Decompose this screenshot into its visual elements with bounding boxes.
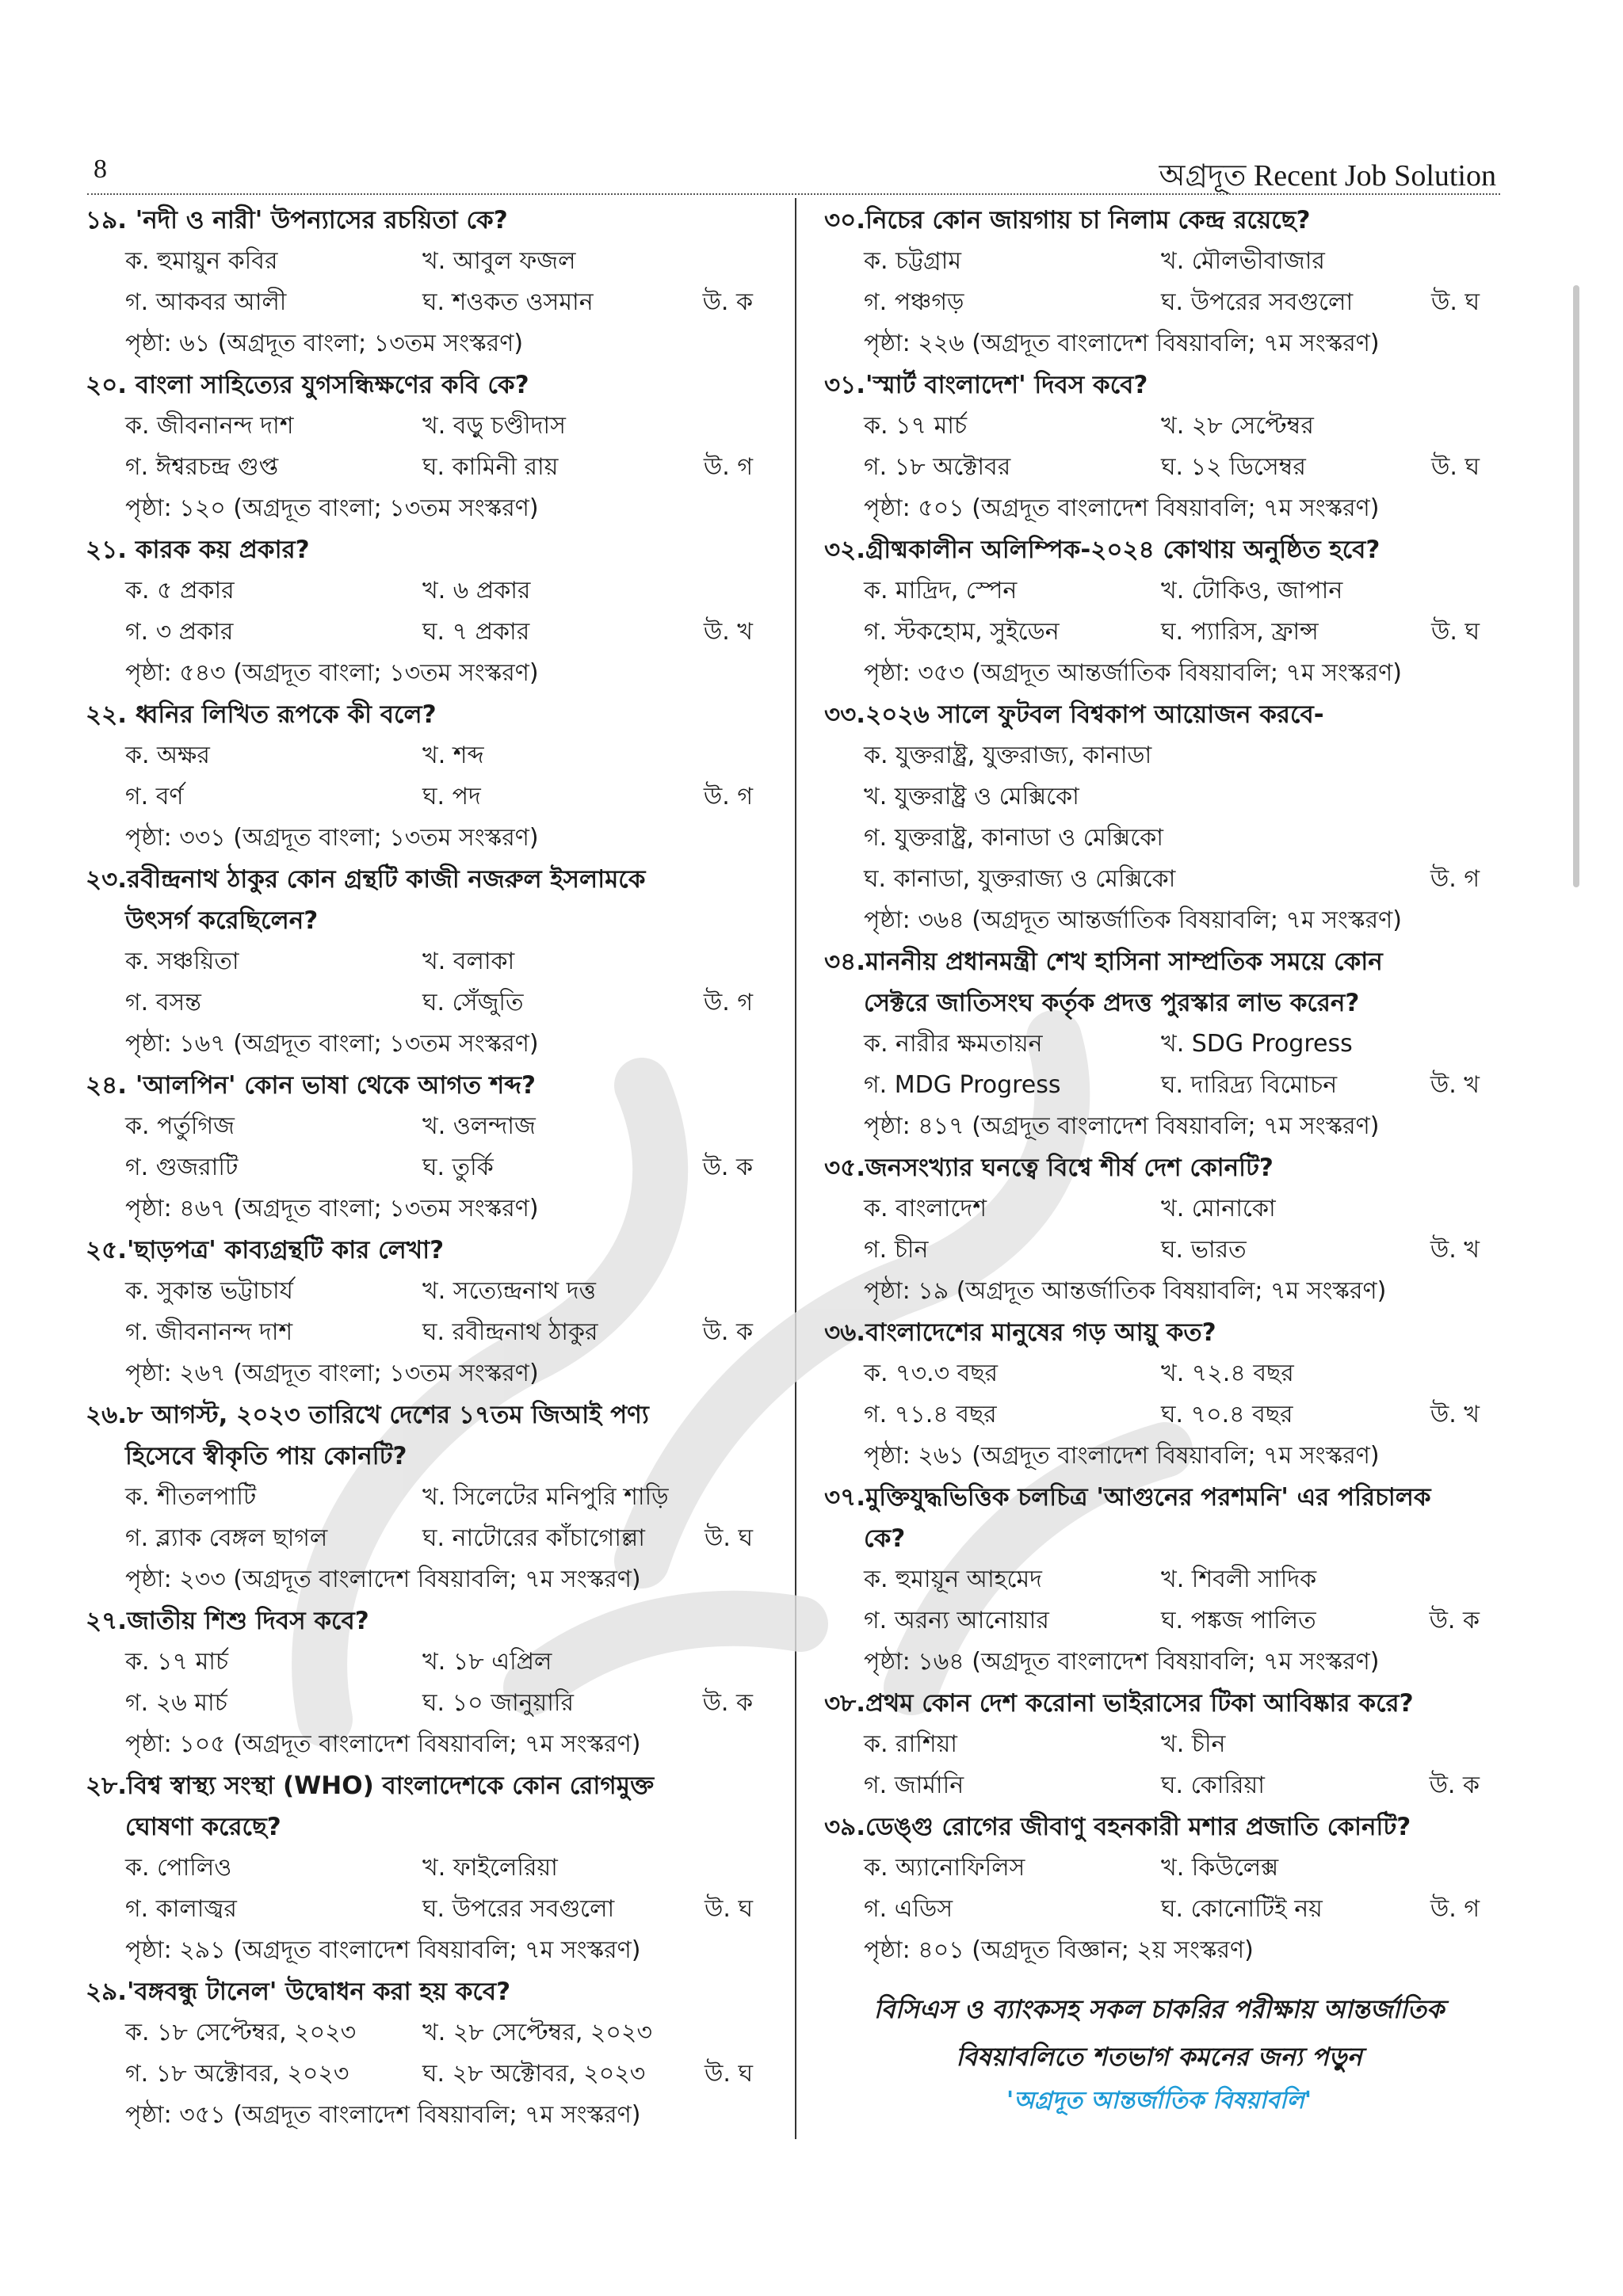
question-title: ৩৯.ডেঙ্গু রোগের জীবাণু বহনকারী মশার প্রজাতি কোনটি?	[824, 1813, 1411, 1841]
page-number: 8	[94, 154, 107, 184]
option: ক. সুকান্ত ভট্টাচার্য	[125, 1277, 293, 1305]
question-block	[86, 1765, 767, 1971]
option-row	[86, 1477, 767, 1518]
answer-key: উ. গ	[1430, 865, 1480, 893]
option: খ. SDG Progress	[1161, 1030, 1353, 1058]
option-row	[86, 735, 767, 776]
option: ঘ. তুর্কি	[422, 1154, 494, 1181]
question-title: ১৯. 'নদী ও নারী' উপন্যাসের রচয়িতা কে?	[86, 206, 508, 235]
option: খ. ১৮ এপ্রিল	[422, 1648, 552, 1676]
header-rule	[87, 193, 1500, 195]
option: গ. ১৮ অক্টোবর	[864, 453, 1011, 481]
option: গ. ১৮ অক্টোবর, ২০২৩	[125, 2060, 349, 2088]
promo-box	[824, 1985, 1494, 2081]
option: গ. চীন	[864, 1236, 929, 1264]
question-block	[824, 200, 1494, 364]
option-row	[86, 1683, 767, 1724]
option-row	[86, 447, 767, 488]
option: গ. স্টকহোম, সুইডেন	[864, 618, 1060, 646]
option: খ. শব্দ	[422, 742, 484, 769]
left-column	[86, 200, 767, 2136]
option: ক. ১৮ সেপ্টেম্বর, ২০২৩	[125, 2019, 357, 2046]
option: গ. MDG Progress	[864, 1071, 1061, 1099]
source-reference: পৃষ্ঠা: ২৬৭ (অগ্রদূত বাংলা; ১৩তম সংস্করণ)	[125, 1360, 539, 1387]
question-title: ৩৫.জনসংখ্যার ঘনত্বে বিশ্বে শীর্ষ দেশ কোনটি?	[824, 1154, 1274, 1182]
option: খ. মোনাকো	[1161, 1195, 1276, 1222]
source-reference: পৃষ্ঠা: ১৯ (অগ্রদূত আন্তর্জাতিক বিষয়াবলি; ৭ম সংস্করণ)	[864, 1277, 1387, 1305]
option: গ. গুজরাটি	[125, 1154, 239, 1181]
option: ক. শীতলপাটি	[125, 1483, 257, 1511]
option: ক. পোলিও	[125, 1854, 232, 1882]
question-title: ২২. ধ্বনির লিখিত রূপকে কী বলে?	[86, 700, 437, 729]
option-row	[86, 241, 767, 282]
option-row	[86, 941, 767, 982]
option-row	[824, 818, 1494, 859]
question-title: ৩৬.বাংলাদেশের মানুষের গড় আয়ু কত?	[824, 1318, 1216, 1347]
answer-key: উ. গ	[703, 989, 753, 1016]
option: খ. শিবলী সাদিক	[1161, 1566, 1317, 1593]
source-reference: পৃষ্ঠা: ১০৫ (অগ্রদূত বাংলাদেশ বিষয়াবলি; ৭ম সংস্করণ)	[125, 1730, 641, 1758]
answer-key: উ. ঘ	[1431, 453, 1480, 481]
answer-key: উ. খ	[1430, 1071, 1480, 1099]
option: গ. ২৬ মার্চ	[125, 1689, 227, 1717]
option: ক. হুমায়ুন কবির	[125, 247, 278, 275]
source-reference: পৃষ্ঠা: ৩৩১ (অগ্রদূত বাংলা; ১৩তম সংস্করণ)	[125, 824, 539, 852]
option: খ. ৭২.৪ বছর	[1161, 1360, 1294, 1387]
source-reference: পৃষ্ঠা: ১৬৪ (অগ্রদূত বাংলাদেশ বিষয়াবলি; ৭ম সংস্করণ)	[864, 1648, 1380, 1676]
option-row	[824, 1230, 1494, 1271]
question-title: ২৪. 'আলপিন' কোন ভাষা থেকে আগত শব্দ?	[86, 1071, 537, 1100]
option: খ. ২৮ সেপ্টেম্বর, ২০২৩	[422, 2019, 652, 2046]
option: ঘ. কোরিয়া	[1161, 1772, 1265, 1799]
question-title: ৩০.নিচের কোন জায়গায় চা নিলাম কেন্দ্র রয়েছে?	[824, 206, 1311, 235]
answer-key: উ. ঘ	[705, 1895, 753, 1923]
question-title: ৩৭.মুক্তিযুদ্ধভিত্তিক চলচিত্র 'আগুনের পরশমনি' এর পরিচালক	[824, 1483, 1431, 1512]
option: খ. বড়ু চণ্ডীদাস	[422, 412, 566, 440]
option-row	[86, 776, 767, 818]
answer-key: উ. গ	[703, 453, 753, 481]
option-row	[86, 1889, 767, 1930]
option: ঘ. শওকত ওসমান	[422, 288, 594, 316]
question-block	[86, 529, 767, 694]
source-reference: পৃষ্ঠা: ১২০ (অগ্রদূত বাংলা; ১৩তম সংস্করণ)	[125, 494, 539, 522]
option-row	[86, 1642, 767, 1683]
question-block	[86, 694, 767, 859]
option-row	[86, 1147, 767, 1188]
question-title: ৩২.গ্রীষ্মকালীন অলিম্পিক-২০২৪ কোথায় অনুষ্ঠিত হবে?	[824, 536, 1381, 564]
option: ঘ. ৭ প্রকার	[422, 618, 530, 646]
option-row	[824, 1559, 1494, 1600]
option-row	[824, 447, 1494, 488]
option-row	[86, 1848, 767, 1889]
option-row	[824, 570, 1494, 612]
source-reference: পৃষ্ঠা: ২২৬ (অগ্রদূত বাংলাদেশ বিষয়াবলি; ৭ম সংস্করণ)	[864, 330, 1380, 357]
question-block	[86, 1600, 767, 1765]
option: ক. পর্তুগিজ	[125, 1112, 235, 1140]
option: ক. ৭৩.৩ বছর	[864, 1360, 999, 1387]
question-block	[86, 1394, 767, 1600]
question-title: ২৯.'বঙ্গবন্ধু টানেল' উদ্বোধন করা হয় কবে?	[86, 1978, 511, 2006]
question-title-continued: হিসেবে স্বীকৃতি পায় কোনটি?	[125, 1442, 407, 1470]
promo-line-2: বিষয়াবলিতে শতভাগ কমনের জন্য পড়ুন	[956, 2042, 1362, 2072]
option: খ. সত্যেন্দ্রনাথ দত্ত	[422, 1277, 596, 1305]
option: গ. জার্মানি	[864, 1772, 964, 1799]
option: ক. রাশিয়া	[864, 1730, 957, 1758]
option-row	[824, 241, 1494, 282]
source-reference: পৃষ্ঠা: ৬১ (অগ্রদূত বাংলা; ১৩তম সংস্করণ)	[125, 330, 524, 357]
answer-key: উ. ক	[702, 1318, 753, 1346]
option: ঘ. নাটোরের কাঁচাগোল্লা	[422, 1524, 645, 1552]
option: ঘ. উপরের সবগুলো	[1161, 288, 1354, 316]
option: গ. বসন্ত	[125, 989, 201, 1016]
option: ঘ. ২৮ অক্টোবর, ২০২৩	[422, 2060, 646, 2088]
option: গ. অরন্য আনোয়ার	[864, 1607, 1049, 1634]
option: খ. ওলন্দাজ	[422, 1112, 536, 1140]
source-reference: পৃষ্ঠা: ৩৬৪ (অগ্রদূত আন্তর্জাতিক বিষয়াবলি; ৭ম সংস্করণ)	[864, 906, 1402, 934]
option: গ. ব্ল্যাক বেঙ্গল ছাগল	[125, 1524, 328, 1552]
answer-key: উ. ক	[702, 1689, 753, 1717]
promo-line-1: বিসিএস ও ব্যাংকসহ সকল চাকরির পরীক্ষায় আন্তর্জাতিক	[873, 1994, 1445, 2024]
source-reference: পৃষ্ঠা: ২৬১ (অগ্রদূত বাংলাদেশ বিষয়াবলি; ৭ম সংস্করণ)	[864, 1442, 1380, 1470]
column-divider	[795, 198, 796, 2139]
source-reference: পৃষ্ঠা: ৩৫১ (অগ্রদূত বাংলাদেশ বিষয়াবলি; ৭ম সংস্করণ)	[125, 2101, 641, 2129]
option: খ. যুক্তরাষ্ট্র ও মেক্সিকো	[864, 783, 1079, 810]
option: খ. কিউলেক্স	[1161, 1854, 1279, 1882]
option: গ. এডিস	[864, 1895, 953, 1923]
answer-key: উ. গ	[1430, 1895, 1480, 1923]
question-block	[824, 1683, 1494, 1806]
option: ক. সঞ্চয়িতা	[125, 948, 239, 975]
option: ক. ১৭ মার্চ	[864, 412, 968, 440]
question-block	[824, 1147, 1494, 1312]
answer-key: উ. ঘ	[1431, 288, 1480, 316]
option: ঘ. রবীন্দ্রনাথ ঠাকুর	[422, 1318, 598, 1346]
option: ক. নারীর ক্ষমতায়ন	[864, 1030, 1043, 1058]
option-row	[86, 282, 767, 323]
option: খ. ফাইলেরিয়া	[422, 1854, 558, 1882]
option: খ. সিলেটের মনিপুরি শাড়ি	[422, 1483, 669, 1511]
option: গ. যুক্তরাষ্ট্র, কানাডা ও মেক্সিকো	[864, 824, 1163, 852]
answer-key: উ. ঘ	[705, 2060, 753, 2088]
answer-key: উ. ক	[1429, 1607, 1480, 1634]
option: ক. অক্ষর	[125, 742, 210, 769]
option: ঘ. পদ	[422, 783, 481, 810]
option: গ. ঈশ্বরচন্দ্র গুপ্ত	[125, 453, 279, 481]
source-reference: পৃষ্ঠা: ৫০১ (অগ্রদূত বাংলাদেশ বিষয়াবলি; ৭ম সংস্করণ)	[864, 494, 1380, 522]
question-title: ২১. কারক কয় প্রকার?	[86, 536, 310, 564]
option-row	[86, 1271, 767, 1312]
question-title: ৩৩.২০২৬ সালে ফুটবল বিশ্বকাপ আয়োজন করবে-	[824, 700, 1324, 729]
option: ঘ. পঙ্কজ পালিত	[1161, 1607, 1316, 1634]
option-row	[86, 2012, 767, 2054]
question-title: ৩৮.প্রথম কোন দেশ করোনা ভাইরাসের টিকা আবিষ্কার করে?	[824, 1689, 1414, 1718]
option: খ. চীন	[1161, 1730, 1226, 1758]
option: খ. মৌলভীবাজার	[1161, 247, 1325, 275]
option: ঘ. প্যারিস, ফ্রান্স	[1161, 618, 1319, 646]
answer-key: উ. খ	[1430, 1236, 1480, 1264]
option-row	[824, 1394, 1494, 1436]
option: ঘ. ৭০.৪ বছর	[1161, 1401, 1293, 1428]
option-row	[86, 982, 767, 1024]
scrollbar[interactable]	[1573, 285, 1579, 887]
option-row	[824, 1353, 1494, 1394]
answer-key: উ. ঘ	[1431, 618, 1480, 646]
option-row	[86, 1312, 767, 1353]
question-block	[824, 941, 1494, 1147]
option: ঘ. উপরের সবগুলো	[422, 1895, 615, 1923]
option-row	[824, 1600, 1494, 1642]
option: ক. ৫ প্রকার	[125, 577, 235, 605]
option: ক. অ্যানোফিলিস	[864, 1854, 1025, 1882]
source-reference: পৃষ্ঠা: ৪৬৭ (অগ্রদূত বাংলা; ১৩তম সংস্করণ)	[125, 1195, 539, 1222]
option: ক. মাদ্রিদ, স্পেন	[864, 577, 1018, 605]
option: খ. ২৮ সেপ্টেম্বর	[1161, 412, 1314, 440]
answer-key: উ. খ	[703, 618, 753, 646]
option: ক. যুক্তরাষ্ট্র, যুক্তরাজ্য, কানাডা	[864, 742, 1152, 769]
option-row	[824, 776, 1494, 818]
option: ঘ. ১২ ডিসেম্বর	[1161, 453, 1306, 481]
option-row	[86, 406, 767, 447]
option: ক. চট্টগ্রাম	[864, 247, 961, 275]
question-block	[86, 1065, 767, 1230]
question-block	[86, 1230, 767, 1394]
option: ক. বাংলাদেশ	[864, 1195, 987, 1222]
promo-book-title: 'অগ্রদূত আন্তর্জাতিক বিষয়াবলি'	[1006, 2087, 1312, 2115]
option-row	[824, 859, 1494, 900]
source-reference: পৃষ্ঠা: ৪১৭ (অগ্রদূত বাংলাদেশ বিষয়াবলি; ৭ম সংস্করণ)	[864, 1112, 1380, 1140]
option: গ. ৭১.৪ বছর	[864, 1401, 997, 1428]
option: গ. পঞ্চগড়	[864, 288, 964, 316]
question-block	[824, 1477, 1494, 1683]
answer-key: উ. খ	[1430, 1401, 1480, 1428]
question-title: ২৩.রবীন্দ্রনাথ ঠাকুর কোন গ্রন্থটি কাজী নজরুল ইসলামকে	[86, 865, 646, 894]
question-title-continued: কে?	[864, 1524, 906, 1553]
question-block	[824, 529, 1494, 694]
source-reference: পৃষ্ঠা: ২৯১ (অগ্রদূত বাংলাদেশ বিষয়াবলি; ৭ম সংস্করণ)	[125, 1936, 641, 1964]
question-block	[824, 694, 1494, 941]
option-row	[824, 1765, 1494, 1806]
source-reference: পৃষ্ঠা: ৫৪৩ (অগ্রদূত বাংলা; ১৩তম সংস্করণ)	[125, 659, 539, 687]
option: ঘ. কানাডা, যুক্তরাজ্য ও মেক্সিকো	[864, 865, 1176, 893]
question-title-continued: সেক্টরে জাতিসংঘ কর্তৃক প্রদত্ত পুরস্কার লাভ করেন?	[864, 989, 1360, 1017]
option-row	[824, 1889, 1494, 1930]
option: খ. টোকিও, জাপান	[1161, 577, 1343, 605]
option: গ. কালাজ্বর	[125, 1895, 237, 1923]
option: ঘ. দারিদ্র্য বিমোচন	[1161, 1071, 1338, 1099]
option: ঘ. ১০ জানুয়ারি	[422, 1689, 575, 1717]
answer-key: উ. ক	[1429, 1772, 1480, 1799]
question-title: ২৮.বিশ্ব স্বাস্থ্য সংস্থা (WHO) বাংলাদেশকে কোন রোগমুক্ত	[86, 1772, 655, 1800]
question-title-continued: উৎসর্গ করেছিলেন?	[125, 906, 319, 935]
option-row	[824, 1188, 1494, 1230]
option: ঘ. সেঁজুতি	[422, 989, 524, 1016]
option-row	[824, 1724, 1494, 1765]
option-row	[824, 406, 1494, 447]
question-title-continued: ঘোষণা করেছে?	[125, 1813, 281, 1841]
question-block	[824, 364, 1494, 529]
option-row	[86, 570, 767, 612]
option-row	[86, 612, 767, 653]
question-title: ২০. বাংলা সাহিত্যের যুগসন্ধিক্ষণের কবি কে?	[86, 371, 529, 399]
right-question-list	[824, 200, 1494, 1971]
option-row	[86, 2054, 767, 2095]
question-block	[86, 364, 767, 529]
question-title: ২৭.জাতীয় শিশু দিবস কবে?	[86, 1607, 369, 1635]
question-block	[86, 859, 767, 1065]
option: ক. হুমায়ূন আহমেদ	[864, 1566, 1042, 1593]
option-row	[824, 1065, 1494, 1106]
question-block	[86, 200, 767, 364]
source-reference: পৃষ্ঠা: ৪০১ (অগ্রদূত বিজ্ঞান; ২য় সংস্করণ)	[864, 1936, 1254, 1964]
source-reference: পৃষ্ঠা: ১৬৭ (অগ্রদূত বাংলা; ১৩তম সংস্করণ)	[125, 1030, 539, 1058]
option: খ. আবুল ফজল	[422, 247, 576, 275]
option: গ. ৩ প্রকার	[125, 618, 234, 646]
option-row	[824, 612, 1494, 653]
option: ক. ১৭ মার্চ	[125, 1648, 229, 1676]
option-row	[86, 1518, 767, 1559]
option: খ. ৬ প্রকার	[422, 577, 531, 605]
question-title: ৩৪.মাননীয় প্রধানমন্ত্রী শেখ হাসিনা সাম্প্রতিক সময়ে কোন	[824, 948, 1383, 976]
option: ঘ. কামিনী রায়	[422, 453, 559, 481]
option: গ. আকবর আলী	[125, 288, 287, 316]
option: গ. বর্ণ	[125, 783, 184, 810]
option: ঘ. কোনোটিই নয়	[1161, 1895, 1323, 1923]
option: গ. জীবনানন্দ দাশ	[125, 1318, 293, 1346]
option: ক. জীবনানন্দ দাশ	[125, 412, 294, 440]
option: খ. বলাকা	[422, 948, 515, 975]
option-row	[86, 1106, 767, 1147]
answer-key: উ. ক	[702, 1154, 753, 1181]
option-row	[824, 735, 1494, 776]
answer-key: উ. গ	[703, 783, 753, 810]
running-head: অগ্রদূত Recent Job Solution	[1159, 159, 1496, 193]
option-row	[824, 1024, 1494, 1065]
question-block	[824, 1806, 1494, 1971]
source-reference: পৃষ্ঠা: ৩৫৩ (অগ্রদূত আন্তর্জাতিক বিষয়াবলি; ৭ম সংস্করণ)	[864, 659, 1402, 687]
question-block	[824, 1312, 1494, 1477]
question-title: ৩১.'স্মার্ট বাংলাদেশ' দিবস কবে?	[824, 371, 1148, 399]
answer-key: উ. ক	[702, 288, 753, 316]
option-row	[824, 282, 1494, 323]
option-row	[824, 1848, 1494, 1889]
right-column	[824, 200, 1494, 2122]
option: ঘ. ভারত	[1161, 1236, 1247, 1264]
question-title: ২৫.'ছাড়পত্র' কাব্যগ্রন্থটি কার লেখা?	[86, 1236, 445, 1264]
question-block	[86, 1971, 767, 2136]
question-title: ২৬.৮ আগস্ট, ২০২৩ তারিখে দেশের ১৭তম জিআই পণ্য	[86, 1401, 649, 1429]
source-reference: পৃষ্ঠা: ২৩৩ (অগ্রদূত বাংলাদেশ বিষয়াবলি; ৭ম সংস্করণ)	[125, 1566, 641, 1593]
answer-key: উ. ঘ	[705, 1524, 753, 1552]
